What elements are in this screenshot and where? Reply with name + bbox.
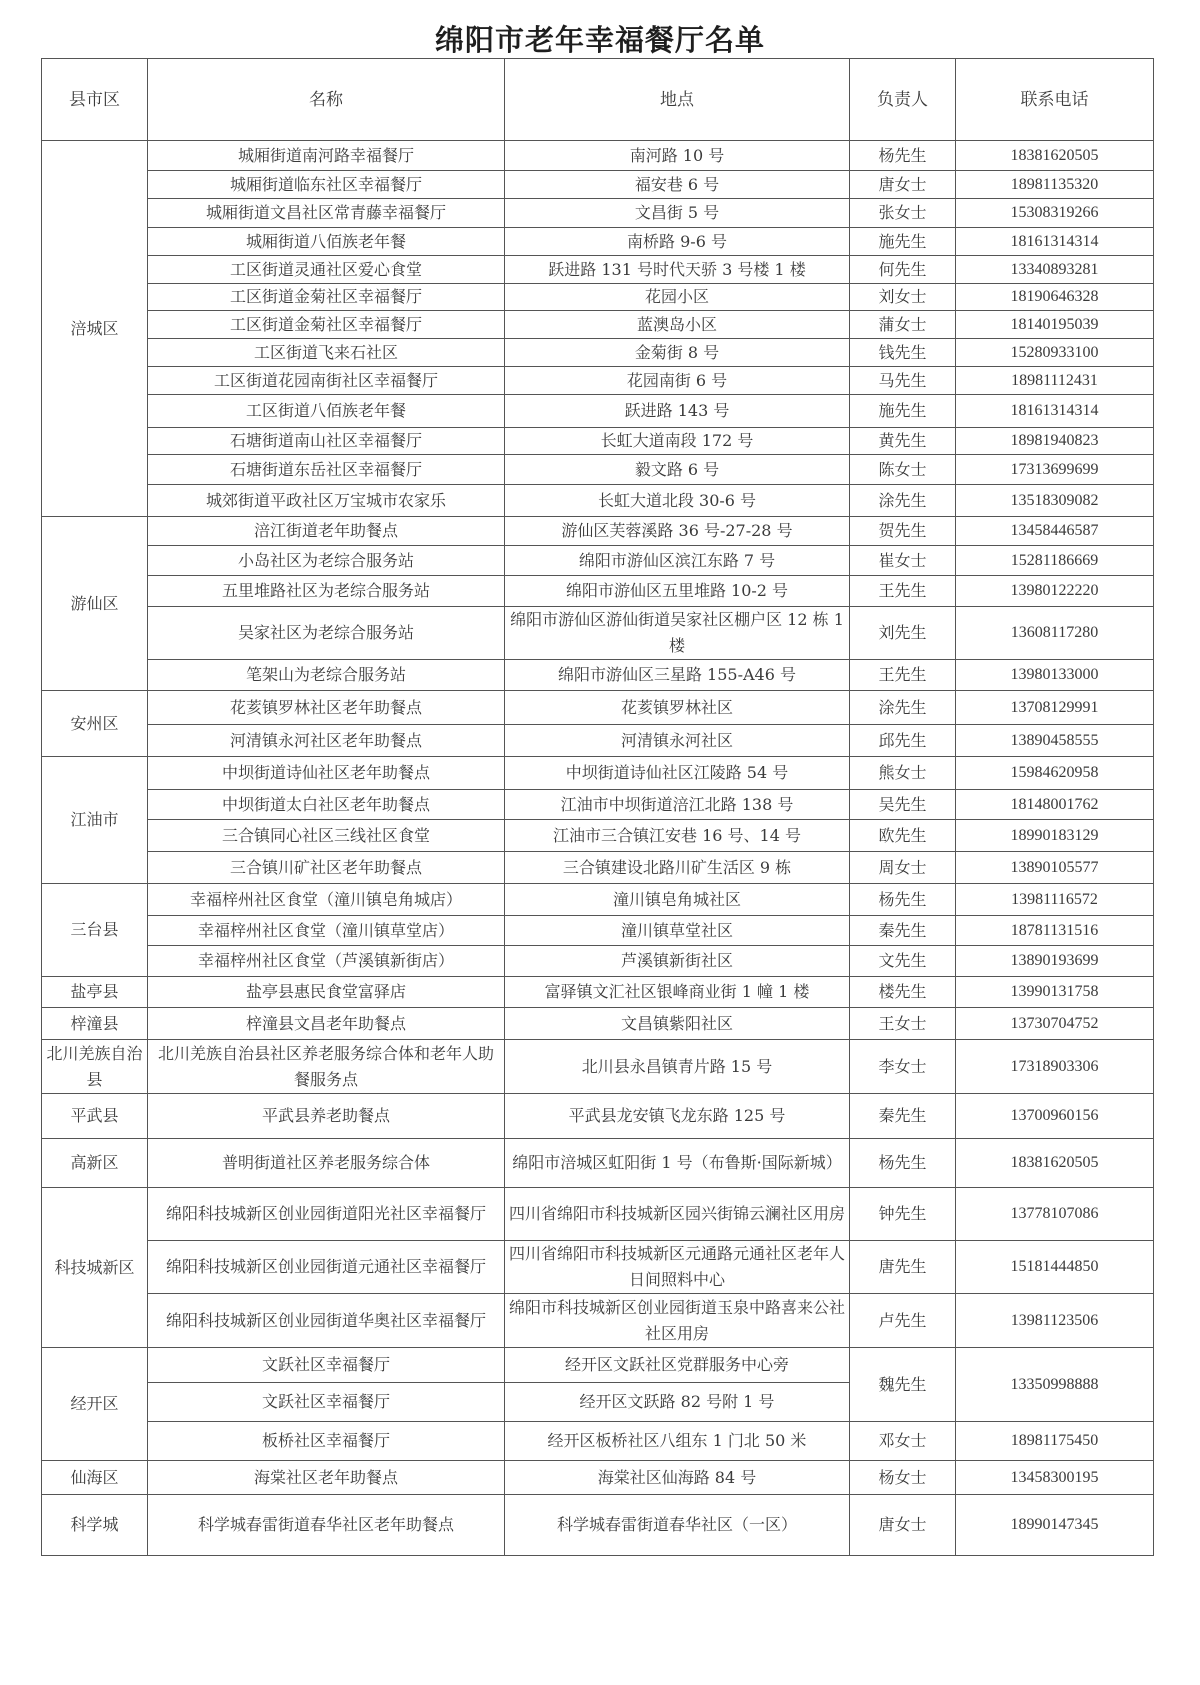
address-cell: 南桥路 9-6 号 [505,228,850,256]
address-cell: 花园南街 6 号 [505,367,850,395]
phone-cell: 13778107086 [956,1188,1154,1241]
phone-cell: 18981135320 [956,171,1154,199]
restaurant-name-cell: 文跃社区幸福餐厅 [148,1348,505,1383]
contact-person-cell: 熊女士 [850,757,956,790]
restaurant-name-cell: 板桥社区幸福餐厅 [148,1422,505,1461]
contact-person-cell: 王女士 [850,1008,956,1040]
address-cell: 绵阳市游仙区三星路 155-A46 号 [505,660,850,691]
phone-cell: 18140195039 [956,311,1154,339]
district-cell: 平武县 [42,1094,148,1139]
phone-cell: 17313699699 [956,455,1154,485]
contact-person-cell: 施先生 [850,395,956,428]
phone-cell: 13980133000 [956,660,1154,691]
table-row [42,660,1154,691]
contact-person-cell: 陈女士 [850,455,956,485]
address-cell: 绵阳市游仙区五里堆路 10-2 号 [505,576,850,607]
contact-person-cell: 涂先生 [850,691,956,725]
restaurant-name-cell: 绵阳科技城新区创业园街道元通社区幸福餐厅 [148,1241,505,1294]
contact-person-cell: 何先生 [850,256,956,284]
contact-person-cell: 马先生 [850,367,956,395]
contact-person-cell: 王先生 [850,660,956,691]
table-row [42,1040,1154,1094]
address-cell: 江油市三合镇江安巷 16 号、14 号 [505,820,850,852]
table-row [42,1294,1154,1348]
address-cell: 文昌街 5 号 [505,199,850,228]
contact-person-cell: 魏先生 [850,1348,956,1422]
phone-cell: 18990183129 [956,820,1154,852]
contact-person-cell: 杨先生 [850,1139,956,1188]
table-row [42,256,1154,284]
contact-person-cell: 钟先生 [850,1188,956,1241]
phone-cell: 13981123506 [956,1294,1154,1348]
district-cell: 江油市 [42,757,148,884]
address-cell: 南河路 10 号 [505,141,850,171]
phone-cell: 15280933100 [956,339,1154,367]
table-row [42,311,1154,339]
restaurant-name-cell: 涪江街道老年助餐点 [148,517,505,546]
contact-person-cell: 刘女士 [850,284,956,311]
contact-person-cell: 施先生 [850,228,956,256]
district-cell: 盐亭县 [42,977,148,1008]
table-row [42,1495,1154,1556]
phone-cell: 18148001762 [956,790,1154,820]
phone-cell: 13350998888 [956,1348,1154,1422]
address-cell: 潼川镇皂角城社区 [505,884,850,916]
restaurant-name-cell: 幸福梓州社区食堂（潼川镇皂角城店） [148,884,505,916]
restaurant-name-cell: 工区街道灵通社区爱心食堂 [148,256,505,284]
table-row [42,171,1154,199]
address-cell: 花园小区 [505,284,850,311]
district-cell: 北川羌族自治县 [42,1040,148,1094]
table-row [42,395,1154,428]
phone-cell: 18190646328 [956,284,1154,311]
phone-cell: 13700960156 [956,1094,1154,1139]
phone-cell: 15984620958 [956,757,1154,790]
district-cell: 科学城 [42,1495,148,1556]
contact-person-cell: 贺先生 [850,517,956,546]
address-cell: 花荄镇罗林社区 [505,691,850,725]
address-cell: 长虹大道北段 30-6 号 [505,485,850,517]
contact-person-cell: 杨女士 [850,1461,956,1495]
restaurant-name-cell: 工区街道飞来石社区 [148,339,505,367]
address-cell: 江油市中坝街道涪江北路 138 号 [505,790,850,820]
restaurant-name-cell: 河清镇永河社区老年助餐点 [148,725,505,757]
column-header-name: 名称 [148,59,505,141]
district-cell: 三台县 [42,884,148,977]
address-cell: 芦溪镇新街社区 [505,946,850,977]
restaurant-name-cell: 三合镇同心社区三线社区食堂 [148,820,505,852]
phone-cell: 15308319266 [956,199,1154,228]
contact-person-cell: 李女士 [850,1040,956,1094]
district-cell: 游仙区 [42,517,148,691]
contact-person-cell: 崔女士 [850,546,956,576]
restaurant-name-cell: 工区街道金菊社区幸福餐厅 [148,284,505,311]
contact-person-cell: 楼先生 [850,977,956,1008]
table-row [42,284,1154,311]
contact-person-cell: 文先生 [850,946,956,977]
address-cell: 福安巷 6 号 [505,171,850,199]
restaurant-name-cell: 绵阳科技城新区创业园街道华奥社区幸福餐厅 [148,1294,505,1348]
table-row [42,339,1154,367]
address-cell: 北川县永昌镇青片路 15 号 [505,1040,850,1094]
district-cell: 梓潼县 [42,1008,148,1040]
address-cell: 绵阳市涪城区虹阳街 1 号（布鲁斯·国际新城） [505,1139,850,1188]
phone-cell: 13708129991 [956,691,1154,725]
phone-cell: 18981175450 [956,1422,1154,1461]
table-row [42,916,1154,946]
address-cell: 经开区文跃社区党群服务中心旁 [505,1348,850,1383]
phone-cell: 18781131516 [956,916,1154,946]
address-cell: 海棠社区仙海路 84 号 [505,1461,850,1495]
phone-cell: 15181444850 [956,1241,1154,1294]
phone-cell: 13890458555 [956,725,1154,757]
phone-cell: 13518309082 [956,485,1154,517]
address-cell: 四川省绵阳市科技城新区元通路元通社区老年人日间照料中心 [505,1241,850,1294]
restaurant-name-cell: 梓潼县文昌老年助餐点 [148,1008,505,1040]
contact-person-cell: 杨先生 [850,884,956,916]
contact-person-cell: 杨先生 [850,141,956,171]
restaurant-table [41,58,1154,1556]
column-header-district: 县市区 [42,59,148,141]
phone-cell: 18381620505 [956,1139,1154,1188]
restaurant-name-cell: 石塘街道东岳社区幸福餐厅 [148,455,505,485]
contact-person-cell: 周女士 [850,852,956,884]
restaurant-name-cell: 工区街道八佰族老年餐 [148,395,505,428]
restaurant-name-cell: 普明街道社区养老服务综合体 [148,1139,505,1188]
table-row [42,691,1154,725]
page-title: 绵阳市老年幸福餐厅名单 [434,23,765,57]
contact-person-cell: 唐女士 [850,171,956,199]
phone-cell: 13608117280 [956,607,1154,660]
table-row [42,141,1154,171]
address-cell: 金菊街 8 号 [505,339,850,367]
address-cell: 潼川镇草堂社区 [505,916,850,946]
restaurant-name-cell: 北川羌族自治县社区养老服务综合体和老年人助餐服务点 [148,1040,505,1094]
address-cell: 中坝街道诗仙社区江陵路 54 号 [505,757,850,790]
phone-cell: 18161314314 [956,228,1154,256]
address-cell: 平武县龙安镇飞龙东路 125 号 [505,1094,850,1139]
phone-cell: 13730704752 [956,1008,1154,1040]
restaurant-name-cell: 盐亭县惠民食堂富驿店 [148,977,505,1008]
address-cell: 绵阳市科技城新区创业园街道玉泉中路喜来公社社区用房 [505,1294,850,1348]
table-row [42,1139,1154,1188]
restaurant-name-cell: 城厢街道临东社区幸福餐厅 [148,171,505,199]
table-row [42,1188,1154,1241]
phone-cell: 13981116572 [956,884,1154,916]
contact-person-cell: 唐先生 [850,1241,956,1294]
table-row [42,946,1154,977]
column-header-contact: 负责人 [850,59,956,141]
contact-person-cell: 刘先生 [850,607,956,660]
restaurant-name-cell: 小岛社区为老综合服务站 [148,546,505,576]
restaurant-name-cell: 科学城春雷街道春华社区老年助餐点 [148,1495,505,1556]
phone-cell: 18981940823 [956,428,1154,455]
table-row [42,820,1154,852]
contact-person-cell: 王先生 [850,576,956,607]
contact-person-cell: 邱先生 [850,725,956,757]
table-row [42,1461,1154,1495]
table-row [42,199,1154,228]
address-cell: 经开区板桥社区八组东 1 门北 50 米 [505,1422,850,1461]
restaurant-name-cell: 石塘街道南山社区幸福餐厅 [148,428,505,455]
address-cell: 绵阳市游仙区游仙街道吴家社区棚户区 12 栋 1 楼 [505,607,850,660]
phone-cell: 17318903306 [956,1040,1154,1094]
table-row [42,1241,1154,1294]
district-cell: 经开区 [42,1348,148,1461]
phone-cell: 13980122220 [956,576,1154,607]
restaurant-name-cell: 幸福梓州社区食堂（潼川镇草堂店） [148,916,505,946]
restaurant-name-cell: 城厢街道文昌社区常青藤幸福餐厅 [148,199,505,228]
phone-cell: 18381620505 [956,141,1154,171]
table-row [42,607,1154,660]
table-row [42,517,1154,546]
phone-cell: 13890105577 [956,852,1154,884]
table-row [42,977,1154,1008]
phone-cell: 18981112431 [956,367,1154,395]
restaurant-name-cell: 中坝街道太白社区老年助餐点 [148,790,505,820]
restaurant-name-cell: 花荄镇罗林社区老年助餐点 [148,691,505,725]
restaurant-name-cell: 笔架山为老综合服务站 [148,660,505,691]
address-cell: 科学城春雷街道春华社区（一区） [505,1495,850,1556]
table-row [42,1348,1154,1383]
restaurant-name-cell: 工区街道花园南街社区幸福餐厅 [148,367,505,395]
phone-cell: 13890193699 [956,946,1154,977]
address-cell: 长虹大道南段 172 号 [505,428,850,455]
district-cell: 涪城区 [42,141,148,517]
restaurant-name-cell: 三合镇川矿社区老年助餐点 [148,852,505,884]
header-row [42,59,1154,141]
restaurant-name-cell: 工区街道金菊社区幸福餐厅 [148,311,505,339]
address-cell: 文昌镇紫阳社区 [505,1008,850,1040]
table-row [42,576,1154,607]
table-row [42,1094,1154,1139]
table-row [42,1008,1154,1040]
table-row [42,790,1154,820]
column-header-phone: 联系电话 [956,59,1154,141]
phone-cell: 15281186669 [956,546,1154,576]
phone-cell: 13458300195 [956,1461,1154,1495]
restaurant-name-cell: 城郊街道平政社区万宝城市农家乐 [148,485,505,517]
contact-person-cell: 邓女士 [850,1422,956,1461]
table-row [42,546,1154,576]
contact-person-cell: 涂先生 [850,485,956,517]
restaurant-name-cell: 幸福梓州社区食堂（芦溪镇新街店） [148,946,505,977]
address-cell: 富驿镇文汇社区银峰商业街 1 幢 1 楼 [505,977,850,1008]
contact-person-cell: 钱先生 [850,339,956,367]
restaurant-name-cell: 五里堆路社区为老综合服务站 [148,576,505,607]
address-cell: 蓝澳岛小区 [505,311,850,339]
restaurant-name-cell: 中坝街道诗仙社区老年助餐点 [148,757,505,790]
table-row [42,428,1154,455]
table-row [42,757,1154,790]
phone-cell: 18161314314 [956,395,1154,428]
restaurant-name-cell: 城厢街道南河路幸福餐厅 [148,141,505,171]
table-row [42,884,1154,916]
restaurant-name-cell: 城厢街道八佰族老年餐 [148,228,505,256]
contact-person-cell: 唐女士 [850,1495,956,1556]
restaurant-name-cell: 绵阳科技城新区创业园街道阳光社区幸福餐厅 [148,1188,505,1241]
contact-person-cell: 张女士 [850,199,956,228]
address-cell: 跃进路 143 号 [505,395,850,428]
district-cell: 高新区 [42,1139,148,1188]
table-row [42,1422,1154,1461]
contact-person-cell: 卢先生 [850,1294,956,1348]
contact-person-cell: 欧先生 [850,820,956,852]
table-row [42,228,1154,256]
restaurant-name-cell: 海棠社区老年助餐点 [148,1461,505,1495]
contact-person-cell: 蒲女士 [850,311,956,339]
contact-person-cell: 黄先生 [850,428,956,455]
address-cell: 四川省绵阳市科技城新区园兴街锦云澜社区用房 [505,1188,850,1241]
contact-person-cell: 吴先生 [850,790,956,820]
phone-cell: 13458446587 [956,517,1154,546]
restaurant-name-cell: 文跃社区幸福餐厅 [148,1383,505,1422]
table-row [42,367,1154,395]
table-row [42,485,1154,517]
column-header-address: 地点 [505,59,850,141]
contact-person-cell: 秦先生 [850,1094,956,1139]
phone-cell: 18990147345 [956,1495,1154,1556]
district-cell: 科技城新区 [42,1188,148,1348]
phone-cell: 13990131758 [956,977,1154,1008]
address-cell: 河清镇永河社区 [505,725,850,757]
address-cell: 绵阳市游仙区滨江东路 7 号 [505,546,850,576]
district-cell: 仙海区 [42,1461,148,1495]
district-cell: 安州区 [42,691,148,757]
address-cell: 经开区文跃路 82 号附 1 号 [505,1383,850,1422]
table-row [42,852,1154,884]
phone-cell: 13340893281 [956,256,1154,284]
table-body [42,141,1154,1556]
restaurant-name-cell: 吴家社区为老综合服务站 [148,607,505,660]
restaurant-name-cell: 平武县养老助餐点 [148,1094,505,1139]
table-row [42,725,1154,757]
table-row [42,455,1154,485]
contact-person-cell: 秦先生 [850,916,956,946]
address-cell: 毅文路 6 号 [505,455,850,485]
address-cell: 跃进路 131 号时代天骄 3 号楼 1 楼 [505,256,850,284]
address-cell: 游仙区芙蓉溪路 36 号-27-28 号 [505,517,850,546]
address-cell: 三合镇建设北路川矿生活区 9 栋 [505,852,850,884]
